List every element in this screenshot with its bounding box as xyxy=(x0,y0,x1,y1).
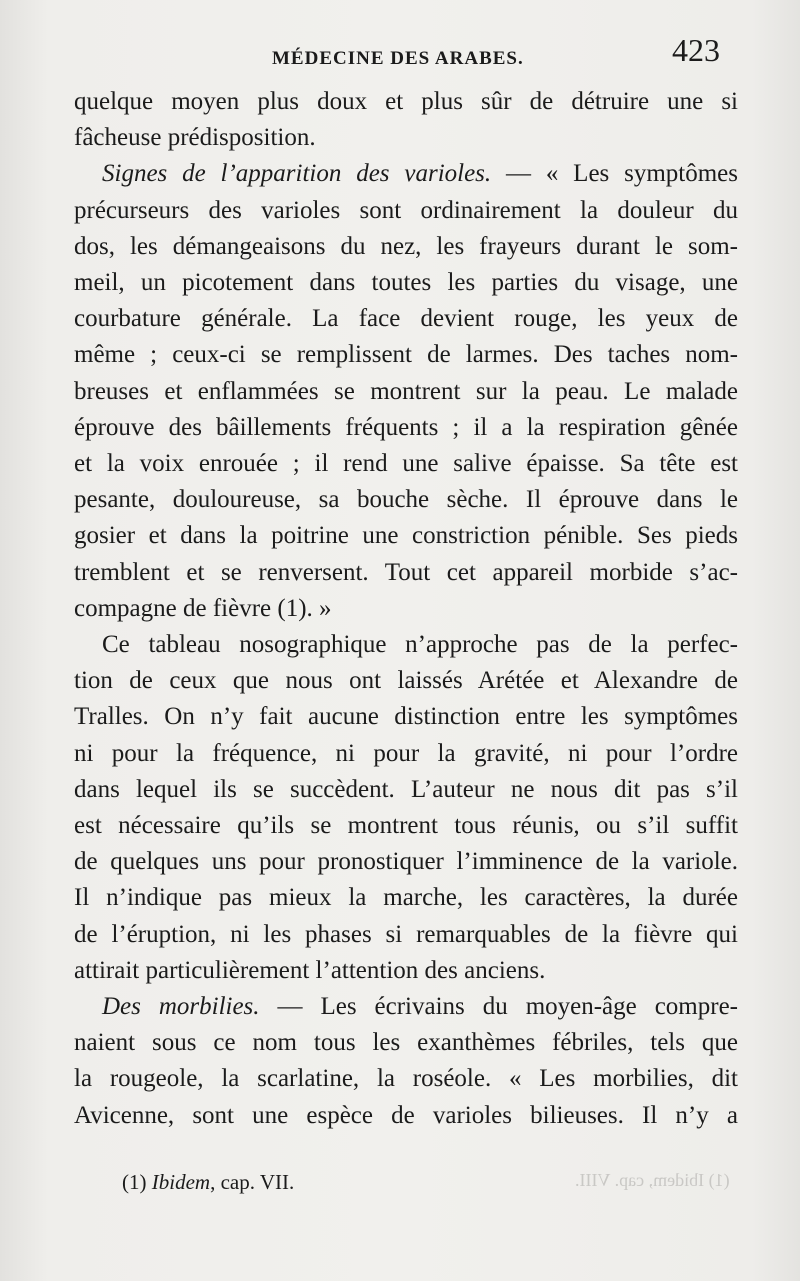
text-line xyxy=(74,156,738,192)
text-line: attirait particulièrement l’attention des anciens. xyxy=(74,956,546,984)
footnote-marker: (1) xyxy=(122,1170,147,1194)
text-line: éprouve des bâillements fréquents ; il a la respiration gênée xyxy=(74,413,738,441)
text-line: tion de ceux que nous ont laissés Arétée et Alexandre de xyxy=(74,667,738,695)
footnote xyxy=(122,1170,294,1195)
text-line: de l’éruption, ni les phases si remarquables de la fièvre qui xyxy=(74,920,738,948)
text-line xyxy=(74,989,738,1025)
running-head: MÉDECINE DES ARABES. xyxy=(272,48,524,69)
text-line: fâcheuse prédisposition. xyxy=(74,124,316,152)
section-heading: Signes de l’apparition des varioles. xyxy=(102,160,492,188)
text-line: même ; ceux-ci se remplissent de larmes. Des taches nom- xyxy=(74,341,738,369)
text-line: meil, un picotement dans toutes les parties du visage, une xyxy=(74,269,738,297)
text-line: dans lequel ils se succèdent. L’auteur ne nous dit pas s’il xyxy=(74,775,738,803)
text-line: compagne de fièvre (1). » xyxy=(74,594,332,622)
section-heading: Des morbilies. xyxy=(102,993,260,1021)
text-run: — Les écrivains du moyen-âge compre- xyxy=(259,993,738,1021)
text-line: pesante, douloureuse, sa bouche sèche. Il éprouve dans le xyxy=(74,486,738,514)
text-line: Avicenne, sont une espèce de varioles bilieuses. Il n’y a xyxy=(74,1101,738,1129)
text-line: et la voix enrouée ; il rend une salive épaisse. Sa tête est xyxy=(74,450,738,478)
text-line: Tralles. On n’y fait aucune distinction entre les symptômes xyxy=(74,703,738,731)
text-line: la rougeole, la scarlatine, la roséole. « Les morbilies, dit xyxy=(74,1065,738,1093)
text-line: de quelques uns pour pronostiquer l’imminence de la variole. xyxy=(74,848,738,876)
text-line: ni pour la fréquence, ni pour la gravité, ni pour l’ordre xyxy=(74,739,738,767)
text-line: breuses et enflammées se montrent sur la peau. Le malade xyxy=(74,377,738,405)
text-line: dos, les démangeaisons du nez, les frayeurs durant le som- xyxy=(74,232,738,260)
text-run: — « Les symptômes xyxy=(491,160,738,188)
text-line: est nécessaire qu’ils se montrent tous réunis, ou s’il suffit xyxy=(74,812,738,840)
text-line: quelque moyen plus doux et plus sûr de détruire une si xyxy=(74,88,738,115)
text-line: Ce tableau nosographique n’approche pas de la perfec- xyxy=(102,631,738,659)
page-number: 423 xyxy=(672,32,720,68)
text-line: tremblent et se renversent. Tout cet appareil morbide s’ac- xyxy=(74,558,738,586)
text-line: précurseurs des varioles sont ordinairement la douleur du xyxy=(74,196,738,224)
text-line: courbature générale. La face devient rouge, les yeux de xyxy=(74,305,738,333)
page-header xyxy=(0,30,800,90)
footnote-text: , cap. VII. xyxy=(210,1170,295,1194)
text-line: gosier et dans la poitrine une constriction pénible. Ses pieds xyxy=(74,522,738,550)
body-text xyxy=(74,84,738,1134)
bleed-through-text: (1) Ibidem, cap. VIII. xyxy=(575,1170,730,1190)
text-line: naient sous ce nom tous les exanthèmes fébriles, tels que xyxy=(74,1029,738,1057)
footnote-reference: Ibidem xyxy=(151,1170,211,1194)
text-line: Il n’indique pas mieux la marche, les caractères, la durée xyxy=(74,884,738,912)
